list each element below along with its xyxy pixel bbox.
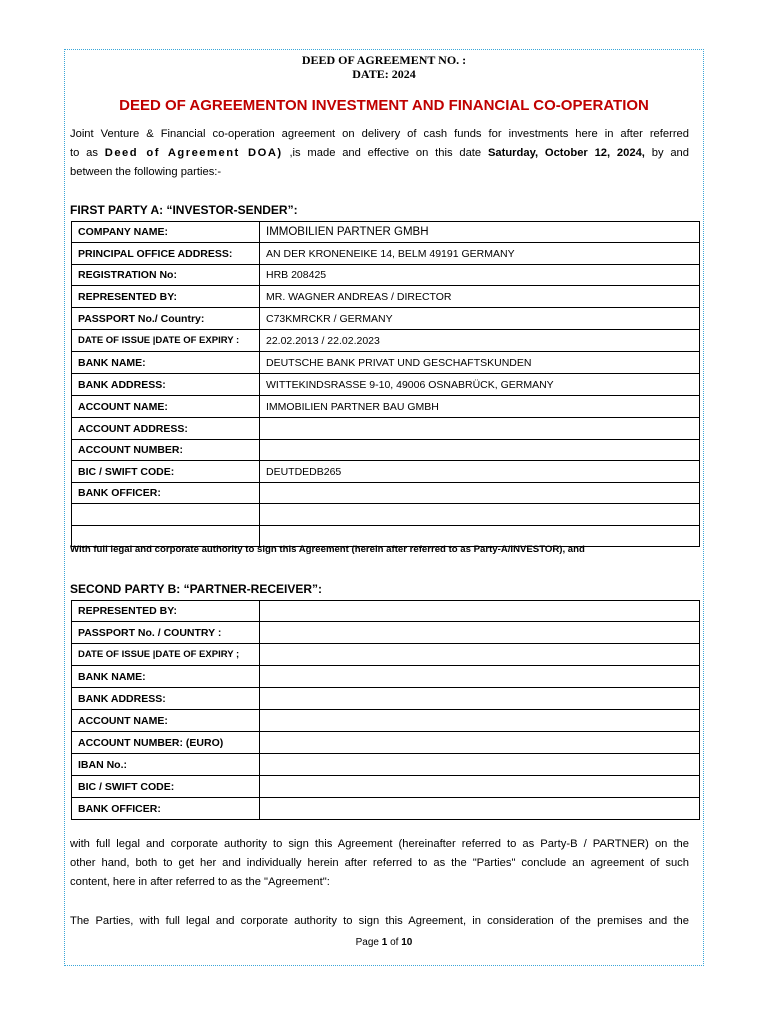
second-party-row [72,798,700,820]
first-party-value: IMMOBILIEN PARTNER GMBH [260,222,700,243]
first-party-row [72,461,700,483]
second-party-heading: SECOND PARTY B: “PARTNER-RECEIVER”: [70,582,323,596]
intro-text-e: by and [644,147,689,159]
body-paragraph-2 [70,912,689,931]
second-party-row [72,601,700,622]
second-party-row [72,644,700,666]
first-party-row [72,504,700,526]
second-party-value [260,622,700,644]
first-party-value: DEUTSCHE BANK PRIVAT UND GESCHAFTSKUNDEN [260,352,700,374]
second-party-value [260,644,700,666]
second-party-value [260,754,700,776]
second-party-row [72,754,700,776]
first-party-label: PRINCIPAL OFFICE ADDRESS: [72,243,260,265]
second-party-label: PASSPORT No. / COUNTRY : [72,622,260,644]
first-party-row [72,330,700,352]
first-party-value: HRB 208425 [260,265,700,286]
second-party-row [72,666,700,688]
intro-effective-date: Saturday, October 12, 2024, [487,147,645,159]
second-party-value [260,601,700,622]
first-party-label: BIC / SWIFT CODE: [72,461,260,483]
first-party-value: DEUTDEDB265 [260,461,700,483]
document-title: DEED OF AGREEMENTON INVESTMENT AND FINANCIAL CO-OPERATION [119,97,649,114]
second-party-value [260,710,700,732]
first-party-label: DATE OF ISSUE |DATE OF EXPIRY : [72,330,260,352]
second-party-value [260,798,700,820]
intro-line-1: Joint Venture & Financial co-operation agreement on delivery of cash funds for investments here in after referred [70,128,689,140]
body-p2-line-1: The Parties, with full legal and corporate authority to sign this Agreement, in consideration of the premises and the [70,915,689,927]
first-party-value: 22.02.2013 / 22.02.2023 [260,330,700,352]
first-party-authority-note: With full legal and corporate authority to sign this Agreement (herein after referred to as Party-A/INVESTOR), and [70,544,585,555]
second-party-label: BANK ADDRESS: [72,688,260,710]
body-paragraph-1 [70,835,689,892]
first-party-label: BANK NAME: [72,352,260,374]
first-party-heading: FIRST PARTY A: “INVESTOR-SENDER”: [70,203,298,217]
intro-text-a: to as [70,147,105,159]
deed-number-header: DEED OF AGREEMENT NO. : [301,53,467,67]
second-party-row [72,622,700,644]
first-party-value: AN DER KRONENEIKE 14, BELM 49191 GERMANY [260,243,700,265]
second-party-label: BANK NAME: [72,666,260,688]
first-party-label: BANK OFFICER: [72,483,260,504]
first-party-value [260,418,700,440]
first-party-value [260,483,700,504]
first-party-label: ACCOUNT NUMBER: [72,440,260,461]
footer-page-number: 1 [381,937,388,948]
intro-paragraph [70,125,689,182]
second-party-value [260,688,700,710]
second-party-label: BIC / SWIFT CODE: [72,776,260,798]
first-party-row [72,243,700,265]
first-party-value: MR. WAGNER ANDREAS / DIRECTOR [260,286,700,308]
date-header: DATE: 2024 [352,67,416,81]
second-party-value [260,776,700,798]
second-party-table [71,600,700,820]
first-party-value [260,504,700,526]
second-party-label: BANK OFFICER: [72,798,260,820]
first-party-label: BANK ADDRESS: [72,374,260,396]
first-party-row [72,396,700,418]
body-p1-line-2: other hand, both to get her and individually herein after referred to as the "Parties" conclude an agreement of such [70,857,689,869]
first-party-value: IMMOBILIEN PARTNER BAU GMBH [260,396,700,418]
first-party-row [72,286,700,308]
first-party-table [71,221,700,547]
second-party-value [260,732,700,754]
second-party-label: REPRESENTED BY: [72,601,260,622]
second-party-label: IBAN No.: [72,754,260,776]
body-p1-line-3: content, here in after referred to as the "Agreement": [70,876,330,888]
footer-page-total: 10 [401,937,413,948]
second-party-label: ACCOUNT NAME: [72,710,260,732]
second-party-label: ACCOUNT NUMBER: (EURO) [72,732,260,754]
first-party-label [72,504,260,526]
first-party-value: C73KMRCKR / GERMANY [260,308,700,330]
intro-text-c: ,is made and effective on this date [282,147,488,159]
first-party-value [260,440,700,461]
first-party-label: ACCOUNT NAME: [72,396,260,418]
intro-line-3: between the following parties:- [70,166,222,178]
first-party-label: ACCOUNT ADDRESS: [72,418,260,440]
first-party-row [72,222,700,243]
footer-page-word: Page [355,937,379,948]
intro-doa-term: Deed of Agreement DOA) [104,147,283,159]
first-party-row [72,352,700,374]
first-party-row [72,440,700,461]
first-party-label: COMPANY NAME: [72,222,260,243]
footer-of-word: of [390,937,399,948]
second-party-row [72,776,700,798]
intro-line-2 [70,144,689,163]
second-party-label: DATE OF ISSUE |DATE OF EXPIRY ; [72,644,260,666]
second-party-row [72,732,700,754]
first-party-row [72,374,700,396]
second-party-value [260,666,700,688]
second-party-row [72,710,700,732]
first-party-label: PASSPORT No./ Country: [72,308,260,330]
first-party-row [72,265,700,286]
first-party-label: REPRESENTED BY: [72,286,260,308]
first-party-row [72,483,700,504]
first-party-row [72,308,700,330]
first-party-label: REGISTRATION No: [72,265,260,286]
body-p1-line-1: with full legal and corporate authority to sign this Agreement (hereinafter referred to as Party-B / PARTNER) on the [70,838,689,850]
first-party-value: WITTEKINDSRASSE 9-10, 49006 OSNABRÜCK, GERMANY [260,374,700,396]
first-party-row [72,418,700,440]
second-party-row [72,688,700,710]
page-footer [0,937,768,948]
